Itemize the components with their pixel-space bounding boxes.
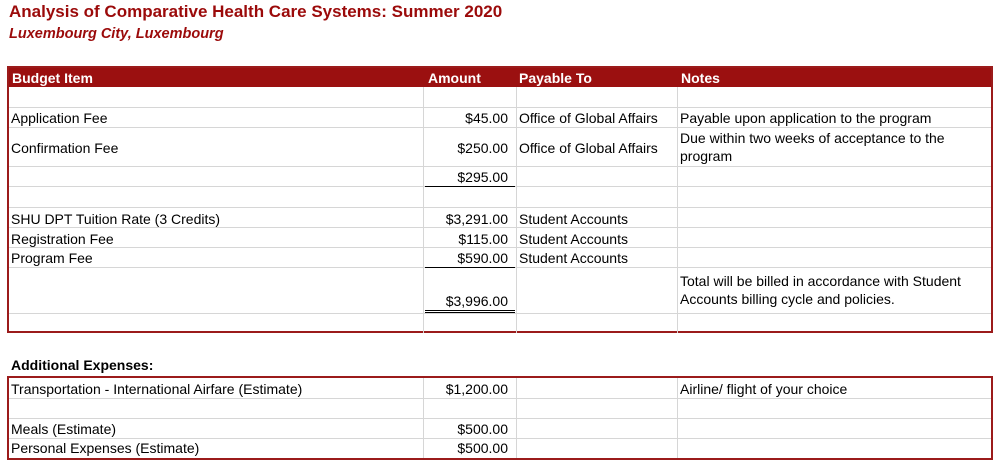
subtotal-amount bbox=[425, 168, 515, 187]
extra-item-airfare: Transportation - International Airfare (Estimate) bbox=[11, 381, 303, 397]
row-payable-tuition: Student Accounts bbox=[519, 211, 628, 227]
row-payable-application-fee: Office of Global Affairs bbox=[519, 110, 658, 126]
table-header bbox=[9, 68, 991, 87]
page-title: Analysis of Comparative Health Care Systems: Summer 2020 bbox=[9, 2, 503, 21]
grid-line bbox=[9, 313, 991, 314]
total-notes: Total will be billed in accordance with Student Accounts billing cycle and policies. bbox=[680, 273, 961, 307]
header-payable-to: Payable To bbox=[519, 70, 592, 86]
row-notes-application-fee: Payable upon application to the program bbox=[680, 110, 932, 126]
row-item-registration-fee: Registration Fee bbox=[11, 231, 114, 247]
row-amount-application-fee: $45.00 bbox=[465, 110, 508, 126]
grid-line bbox=[9, 107, 991, 108]
row-amount-registration-fee: $115.00 bbox=[458, 231, 508, 247]
row-notes-confirmation-fee: Due within two weeks of acceptance to the program bbox=[680, 130, 945, 164]
header-amount: Amount bbox=[428, 70, 481, 86]
extra-amount-airfare: $1,200.00 bbox=[445, 381, 508, 397]
total-amount: $3,996.00 bbox=[445, 293, 508, 309]
grid-line bbox=[9, 166, 991, 167]
page-subtitle: Luxembourg City, Luxembourg bbox=[9, 26, 224, 42]
row-item-program-fee: Program Fee bbox=[11, 250, 93, 266]
extra-item-personal: Personal Expenses (Estimate) bbox=[11, 440, 200, 456]
extra-amount-meals: $500.00 bbox=[457, 421, 508, 437]
header-budget-item: Budget Item bbox=[12, 70, 93, 86]
row-payable-registration-fee: Student Accounts bbox=[519, 231, 628, 247]
header-notes: Notes bbox=[681, 70, 720, 86]
row-item-confirmation-fee: Confirmation Fee bbox=[11, 140, 119, 156]
row-amount-confirmation-fee: $250.00 bbox=[457, 140, 508, 156]
row-payable-program-fee: Student Accounts bbox=[519, 250, 628, 266]
grid-line bbox=[9, 127, 991, 128]
row-item-tuition: SHU DPT Tuition Rate (3 Credits) bbox=[11, 211, 221, 227]
row-item-application-fee: Application Fee bbox=[11, 110, 108, 126]
extra-notes-airfare: Airline/ flight of your choice bbox=[680, 381, 848, 397]
grid-line bbox=[9, 398, 991, 399]
grid-line bbox=[423, 87, 424, 333]
budget-table bbox=[7, 66, 993, 333]
grid-line bbox=[9, 207, 991, 208]
row-amount-program-fee: $590.00 bbox=[457, 250, 508, 266]
extra-item-meals: Meals (Estimate) bbox=[11, 421, 117, 437]
extra-amount-personal: $500.00 bbox=[457, 440, 508, 456]
total-amount-wrap bbox=[425, 292, 515, 313]
grid-line bbox=[516, 87, 517, 333]
grid-line bbox=[9, 418, 991, 419]
row-payable-confirmation-fee: Office of Global Affairs bbox=[519, 140, 658, 156]
subtotal-value: $295.00 bbox=[457, 169, 508, 185]
row-amount-program-fee-wrap bbox=[425, 249, 515, 268]
additional-expenses-label: Additional Expenses: bbox=[11, 357, 154, 373]
row-amount-tuition: $3,291.00 bbox=[445, 211, 508, 227]
additional-expenses-table bbox=[7, 376, 993, 460]
grid-line bbox=[677, 87, 678, 333]
